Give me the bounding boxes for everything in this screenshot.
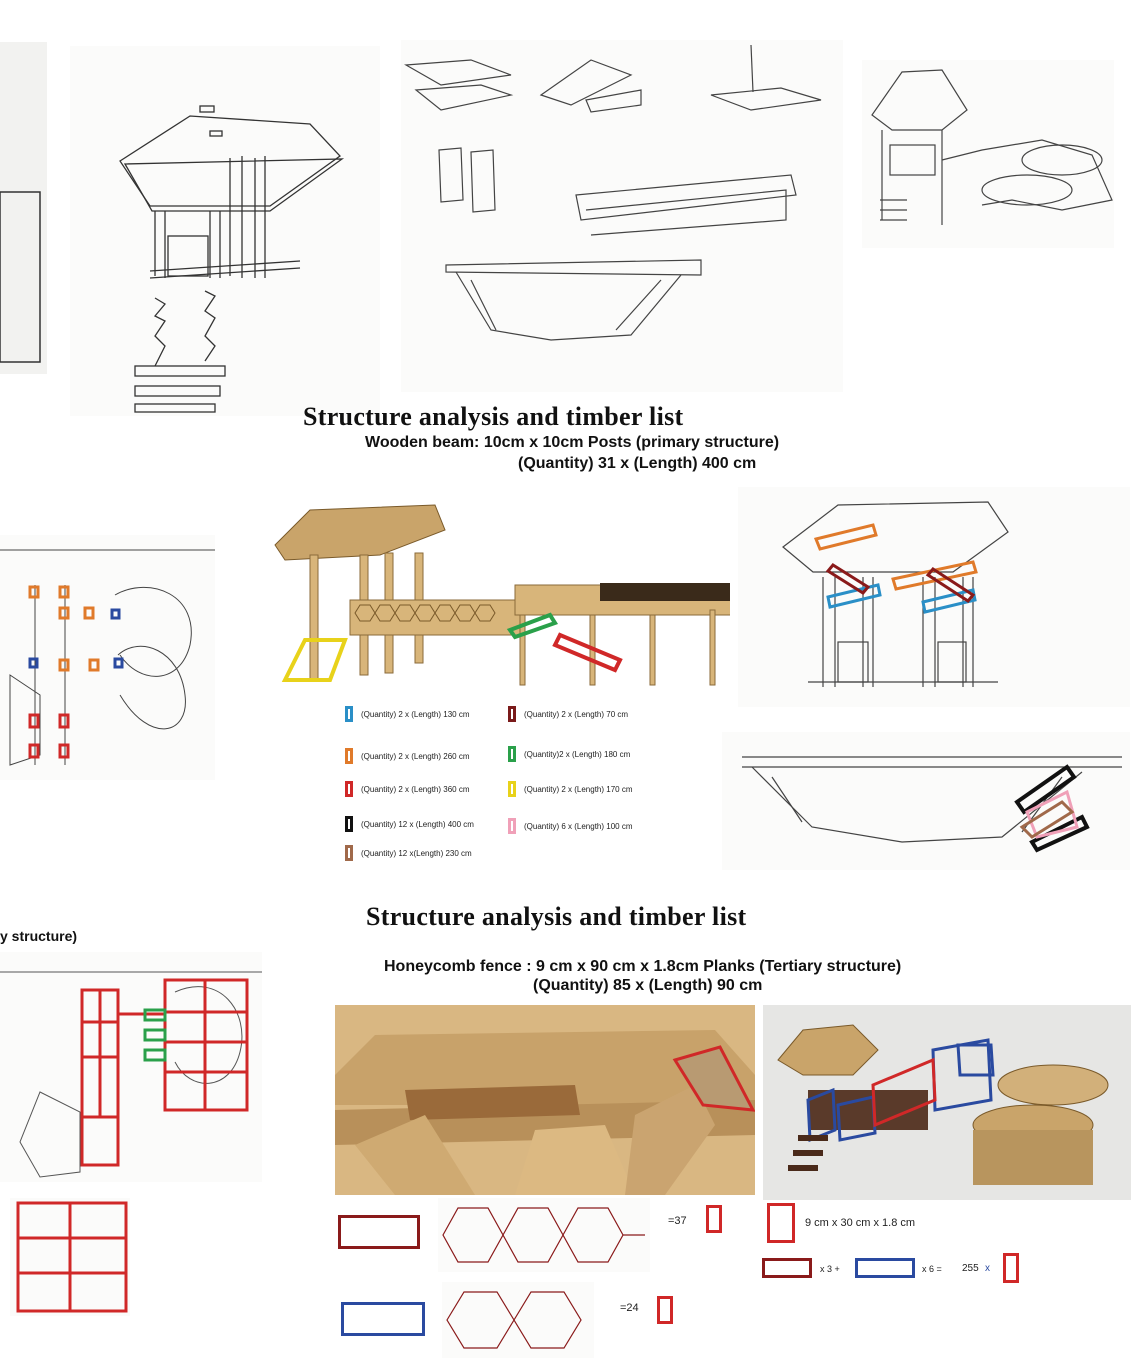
legend-label: (Quantity)2 x (Length) 180 cm bbox=[524, 749, 631, 759]
legend-label: (Quantity) 12 x (Length) 400 cm bbox=[361, 819, 474, 829]
legend-label: (Quantity) 2 x (Length) 170 cm bbox=[524, 784, 633, 794]
plank-marker-red-4 bbox=[657, 1296, 673, 1324]
plank-marker-red-2 bbox=[767, 1203, 795, 1243]
legend-item bbox=[508, 746, 630, 762]
legend-item bbox=[345, 845, 472, 861]
sketch-pavilion-annotated bbox=[738, 487, 1130, 707]
legend-label: (Quantity) 2 x (Length) 360 cm bbox=[361, 784, 470, 794]
total-multiplier: x bbox=[985, 1263, 990, 1274]
sketch-full-structure bbox=[862, 60, 1114, 248]
plank-size-label: 9 cm x 30 cm x 1.8 cm bbox=[805, 1217, 916, 1229]
section1-beam-spec: Wooden beam: 10cm x 10cm Posts (primary structure) bbox=[365, 434, 780, 451]
legend-label: (Quantity) 2 x (Length) 130 cm bbox=[361, 709, 470, 719]
legend-swatch bbox=[508, 706, 516, 722]
plank-box-blue-small bbox=[855, 1258, 915, 1278]
multiplier-2: x 6 = bbox=[922, 1264, 942, 1274]
legend-swatch bbox=[345, 706, 353, 722]
multiplier-1: x 3 + bbox=[820, 1264, 840, 1274]
honeycomb-plank-pattern-2 bbox=[442, 1282, 594, 1358]
legend-label: (Quantity) 12 x(Length) 230 cm bbox=[361, 848, 472, 858]
sketch-joints-beams bbox=[401, 40, 843, 392]
render-pavilion-deck bbox=[270, 495, 730, 690]
sketch-pavilion bbox=[70, 46, 380, 416]
legend-item bbox=[345, 706, 470, 722]
total-count: 255 bbox=[962, 1263, 979, 1274]
legend-item bbox=[345, 748, 470, 764]
plank-box-dark-red bbox=[338, 1215, 420, 1249]
legend-swatch bbox=[345, 748, 353, 764]
legend-swatch bbox=[508, 781, 516, 797]
honeycomb-plank-pattern-1 bbox=[438, 1198, 650, 1272]
legend-item bbox=[345, 816, 474, 832]
sketch-beam-annotated bbox=[722, 732, 1130, 870]
legend-item bbox=[508, 818, 633, 834]
section2-fence-spec: Honeycomb fence : 9 cm x 90 cm x 1.8cm Planks (Tertiary structure) bbox=[384, 958, 902, 975]
plan-drawing-red-grid bbox=[0, 952, 262, 1182]
plank-marker-red-1 bbox=[706, 1205, 722, 1233]
legend-item bbox=[508, 706, 628, 722]
section1-quantity: (Quantity) 31 x (Length) 400 cm bbox=[518, 455, 757, 472]
left-fragment-label: y structure) bbox=[0, 928, 78, 944]
legend-swatch bbox=[345, 816, 353, 832]
section1-title: Structure analysis and timber list bbox=[303, 402, 684, 431]
legend-swatch bbox=[345, 845, 353, 861]
sketch-left-fragment bbox=[0, 42, 47, 374]
legend-label: (Quantity) 2 x (Length) 70 cm bbox=[524, 709, 629, 719]
section2-quantity: (Quantity) 85 x (Length) 90 cm bbox=[533, 977, 763, 994]
plan-detail-red bbox=[10, 1198, 130, 1316]
legend-item bbox=[508, 781, 633, 797]
legend-label: (Quantity) 2 x (Length) 260 cm bbox=[361, 751, 470, 761]
legend-label: (Quantity) 6 x (Length) 100 cm bbox=[524, 821, 633, 831]
equation-result-2: =24 bbox=[620, 1302, 639, 1314]
section2-title: Structure analysis and timber list bbox=[366, 902, 747, 931]
equation-result-1: =37 bbox=[668, 1215, 687, 1227]
legend-item bbox=[345, 781, 470, 797]
legend-swatch bbox=[345, 781, 353, 797]
legend-swatch bbox=[508, 746, 516, 762]
plan-drawing-colored bbox=[0, 535, 215, 780]
render-closeup-fence bbox=[335, 1005, 755, 1195]
render-overview-outlined bbox=[763, 1005, 1131, 1200]
plank-box-blue bbox=[341, 1302, 425, 1336]
plank-marker-red-3 bbox=[1003, 1253, 1019, 1283]
legend-swatch bbox=[508, 818, 516, 834]
plank-box-dark-red-small bbox=[762, 1258, 812, 1278]
